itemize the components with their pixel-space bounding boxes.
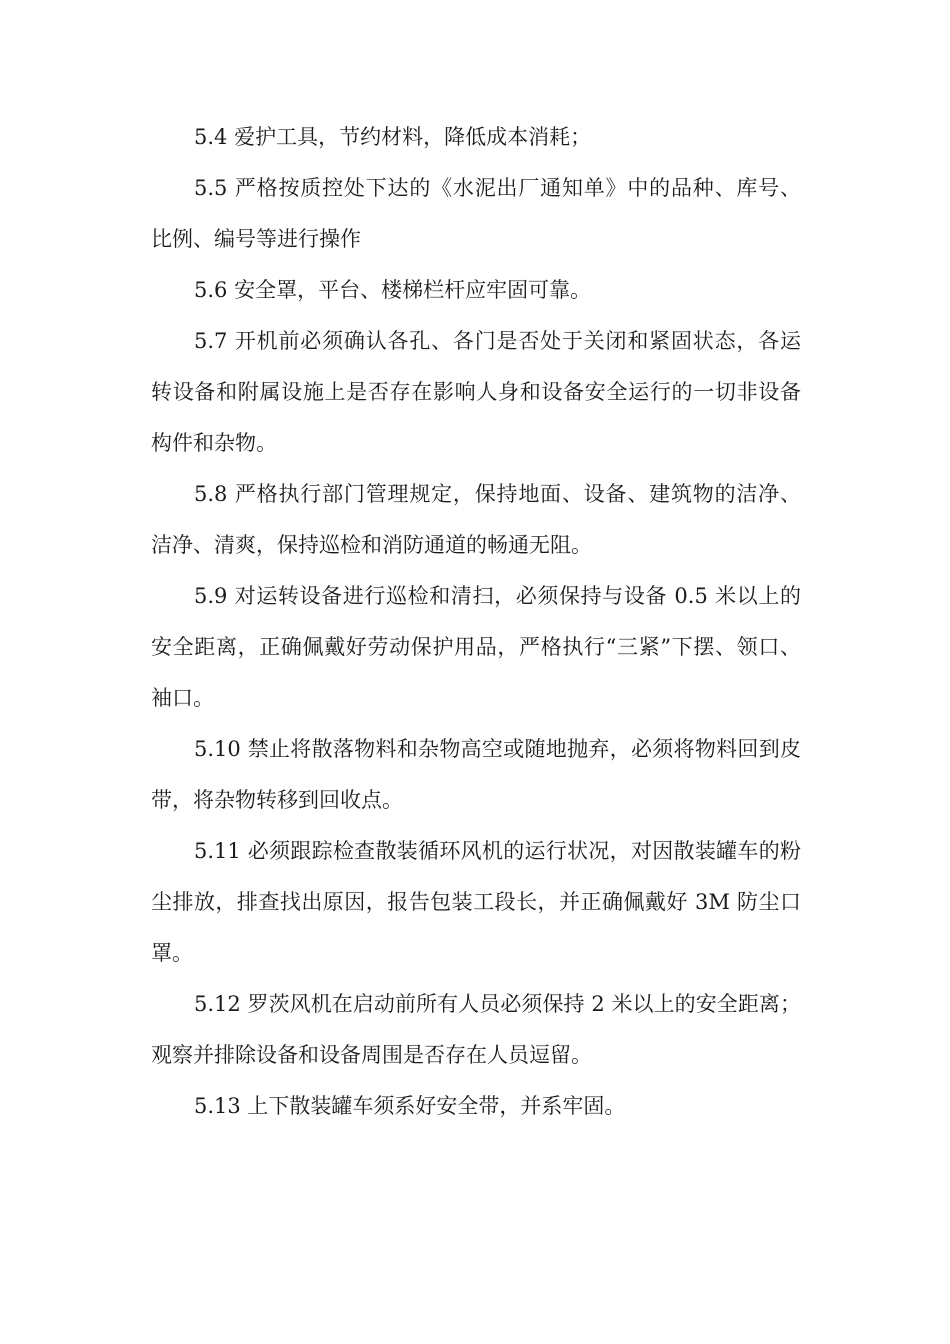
paragraph-5-8: 5.8 严格执行部门管理规定，保持地面、设备、建筑物的洁净、洁净、清爽，保持巡检和消防通道的畅通无阻。 (151, 482, 801, 557)
paragraph-5-7: 5.7 开机前必须确认各孔、各门是否处于关闭和紧固状态，各运转设备和附属设施上是否存在影响人身和设备安全运行的一切非设备构件和杂物。 (151, 329, 801, 455)
paragraph-5-4: 5.4 爱护工具，节约材料，降低成本消耗； (194, 125, 592, 149)
paragraph-5-11: 5.11 必须跟踪检查散装循环风机的运行状况，对因散装罐车的粉尘排放，排查找出原因，报告包装工段长，并正确佩戴好 3M 防尘口罩。 (151, 839, 801, 965)
paragraph-5-13: 5.13 上下散装罐车须系好安全带，并系牢固。 (194, 1094, 626, 1118)
paragraph-5-5: 5.5 严格按质控处下达的《水泥出厂通知单》中的品种、库号、比例、编号等进行操作 (151, 176, 801, 251)
paragraph-5-12: 5.12 罗茨风机在启动前所有人员必须保持 2 米以上的安全距离；观察并排除设备和设备周围是否存在人员逗留。 (151, 992, 801, 1067)
paragraph-5-6: 5.6 安全罩，平台、楼梯栏杆应牢固可靠。 (194, 278, 592, 302)
document-body (151, 112, 801, 1132)
paragraph-5-10: 5.10 禁止将散落物料和杂物高空或随地抛弃，必须将物料回到皮带，将杂物转移到回收点。 (151, 737, 801, 812)
paragraph-5-9: 5.9 对运转设备进行巡检和清扫，必须保持与设备 0.5 米以上的安全距离，正确佩戴好劳动保护用品，严格执行“三紧”下摆、领口、袖口。 (151, 584, 801, 710)
